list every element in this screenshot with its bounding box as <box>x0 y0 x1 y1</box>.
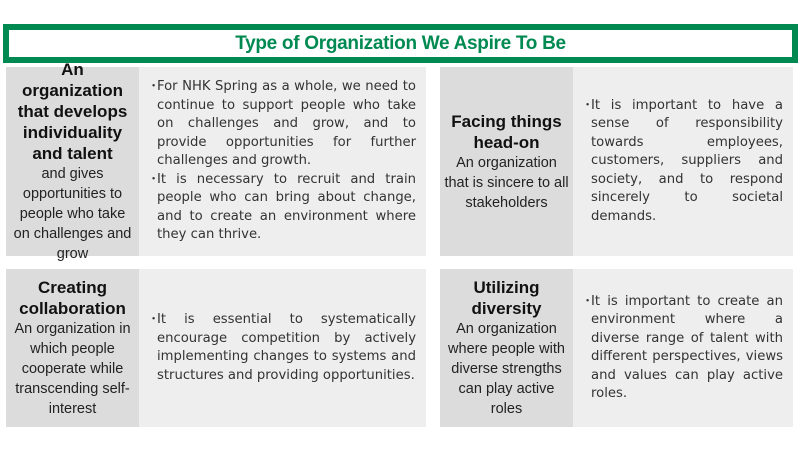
panel-label <box>6 60 139 262</box>
panel-title: Utilizing diversity <box>471 278 542 318</box>
bullet-icon: ・ <box>581 293 595 309</box>
panel-individuality <box>6 60 426 262</box>
panel-title: An organization that develops individuality and talent <box>17 60 128 163</box>
panel-body <box>139 67 426 256</box>
panel-title: Creating collaboration <box>19 278 126 318</box>
panel-label <box>440 269 573 427</box>
panel-title: Facing things head-on <box>451 111 562 152</box>
panel-label <box>440 67 573 256</box>
panel-collaboration <box>6 269 426 427</box>
bullet-item: ・ It is essential to systematically encourage competition by actively implementing changes to systems and structures and providing opportunities. <box>147 311 416 385</box>
header-banner <box>3 24 798 63</box>
panel-body <box>573 67 793 256</box>
bullet-icon: ・ <box>147 79 161 95</box>
bullet-icon: ・ <box>147 312 161 327</box>
panel-diversity <box>440 269 793 427</box>
panel-subtitle: and gives opportunities to people who take on challenges and grow <box>13 166 132 262</box>
panel-label <box>6 269 139 427</box>
bullet-icon: ・ <box>581 97 595 113</box>
panel-facing-head-on <box>440 67 793 256</box>
bullet-icon: ・ <box>147 171 161 187</box>
panel-body <box>139 269 426 427</box>
panel-subtitle: An organization that is sincere to all stakeholders <box>444 154 569 211</box>
bullet-item: ・ It is important to have a sense of responsibility towards employees, customers, suppliers and society, and to respond sincerely to societal demands. <box>581 97 783 227</box>
bullet-item: ・ For NHK Spring as a whole, we need to continue to support people who take on challenges and grow, and to provide opportunities for further challenges and growth. <box>147 78 416 171</box>
panel-subtitle: An organization in which people cooperate while transcending self-interest <box>14 321 131 417</box>
panel-body <box>573 269 793 427</box>
bullet-item: ・ It is necessary to recruit and train people who can bring about change, and to create an environment where they can thrive. <box>147 171 416 245</box>
bullet-item: ・ It is important to create an environment where a diverse range of talent with different perspectives, views and values can play active roles. <box>581 293 783 404</box>
panel-subtitle: An organization where people with diverse strengths can play active roles <box>448 321 565 417</box>
page-title: Type of Organization We Aspire To Be <box>235 32 566 54</box>
